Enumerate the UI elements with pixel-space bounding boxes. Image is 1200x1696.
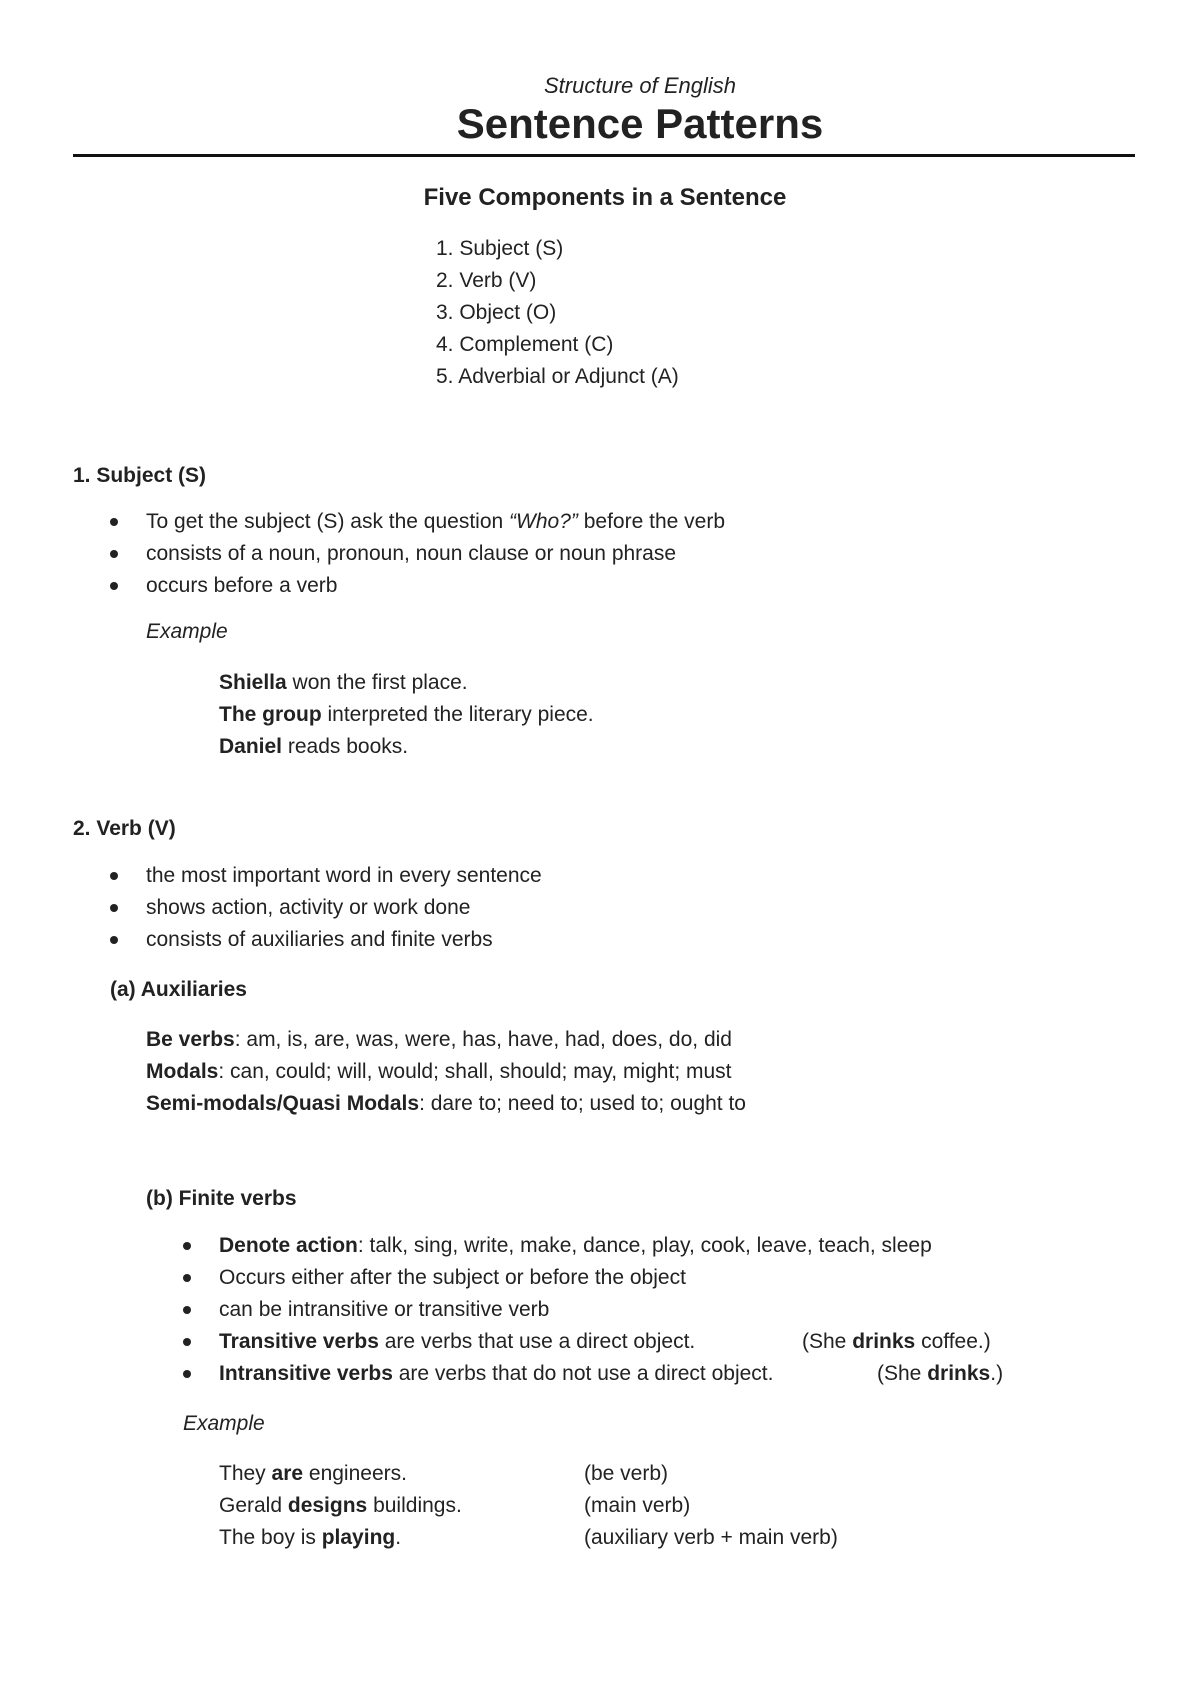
document-subtitle: Structure of English [544,73,736,98]
example-sentence: The group interpreted the literary piece. [219,703,594,726]
bullet-icon [110,904,118,912]
example-note: (main verb) [584,1494,691,1517]
list-item [110,860,1010,892]
finite-verbs-heading: (b) Finite verbs [146,1187,297,1210]
bullet-icon [110,936,118,944]
document-title: Sentence Patterns [456,100,824,147]
auxiliary-line: Modals: can, could; will, would; shall, should; may, might; must [146,1060,732,1083]
bullet-icon [110,518,118,526]
example-sentence: Shiella won the first place. [219,671,468,694]
components-list [436,233,679,393]
component-item: 2. Verb (V) [436,269,537,292]
list-item: can be intransitive or transitive verb [183,1294,1143,1326]
list-item [110,506,1010,538]
component-item: 1. Subject (S) [436,237,564,260]
list-item [110,892,1010,924]
component-item: 4. Complement (C) [436,333,614,356]
bullet-text: To get the subject (S) ask the question [146,510,510,533]
bullet-icon [183,1274,191,1282]
component-item: 5. Adverbial or Adjunct (A) [436,365,679,388]
bullet-text: the most important word in every sentence [146,864,542,887]
bullet-text: consists of auxiliaries and finite verbs [146,928,493,951]
inline-example: (She drinks coffee.) [802,1330,991,1353]
example-note: (be verb) [584,1462,669,1485]
inline-example: (She drinks.) [877,1362,1004,1385]
auxiliaries-lines [146,1024,746,1120]
bullet-text: shows action, activity or work done [146,896,471,919]
bullet-icon [183,1306,191,1314]
bullet-icon [110,550,118,558]
subject-examples [219,667,594,763]
example-sentence: Gerald designs buildings. (main verb) [219,1490,1119,1522]
component-item: 3. Object (O) [436,301,557,324]
verb-heading: 2. Verb (V) [73,817,176,840]
verb-bullets [110,860,1010,956]
example-sentence: Daniel reads books. [219,735,409,758]
list-item: Occurs either after the subject or before the object [183,1262,1143,1294]
auxiliaries-heading: (a) Auxiliaries [110,978,247,1001]
auxiliary-line: Semi-modals/Quasi Modals: dare to; need to; used to; ought to [146,1092,746,1115]
subject-bullets [110,506,1010,602]
bullet-text: before the verb [577,510,725,533]
list-item: Denote action: talk, sing, write, make, dance, play, cook, leave, teach, sleep [183,1230,1143,1262]
components-heading: Five Components in a Sentence [423,184,787,211]
list-item: Transitive verbs are verbs that use a direct object. (She drinks coffee.) [183,1326,1143,1358]
bullet-text: consists of a noun, pronoun, noun clause or noun phrase [146,542,677,565]
subject-heading: 1. Subject (S) [73,464,207,487]
example-sentence: They are engineers. (be verb) [219,1458,1119,1490]
example-label: Example [146,620,228,643]
list-item [110,924,1010,956]
example-sentence: The boy is playing. (auxiliary verb + main verb) [219,1522,1119,1554]
bullet-italic-text: “Who?” [509,510,578,533]
bullet-icon [110,582,118,590]
example-note: (auxiliary verb + main verb) [584,1526,838,1549]
list-item [110,570,1010,602]
verb-examples [219,1458,1119,1554]
bullet-icon [183,1242,191,1250]
title-divider [73,154,1135,157]
bullet-icon [183,1370,191,1378]
bullet-text: occurs before a verb [146,574,338,597]
finite-verbs-bullets [183,1230,1143,1390]
bullet-icon [110,872,118,880]
list-item [110,538,1010,570]
auxiliary-line: Be verbs: am, is, are, was, were, has, have, had, does, do, did [146,1028,732,1051]
list-item: Intransitive verbs are verbs that do not use a direct object. (She drinks.) [183,1358,1143,1390]
bullet-icon [183,1338,191,1346]
example-label: Example [183,1412,265,1435]
